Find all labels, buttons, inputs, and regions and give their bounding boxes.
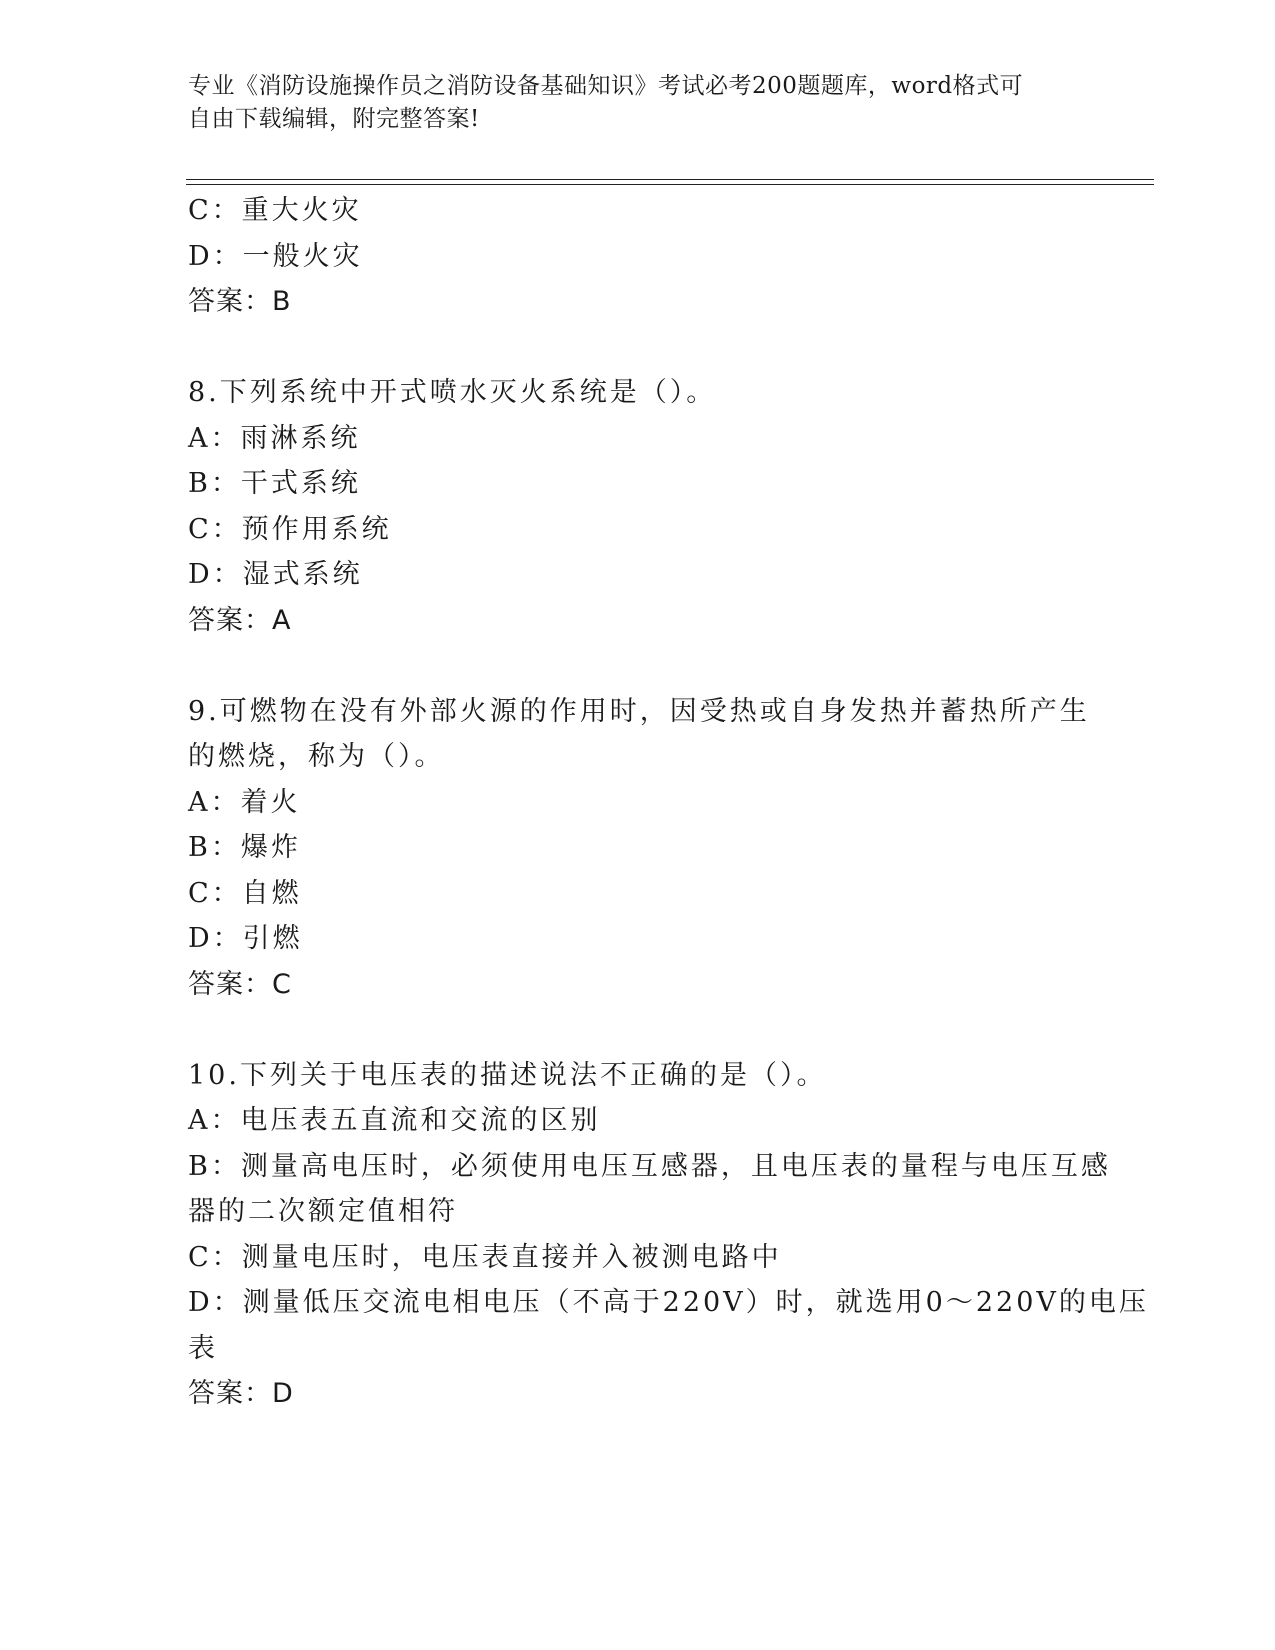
q7-answer: 答案：B — [188, 286, 292, 317]
q10-option-d-line-2: 表 — [188, 1332, 218, 1364]
q10-answer: 答案：D — [188, 1378, 294, 1409]
q8-answer: 答案：A — [188, 604, 292, 636]
q7-option-d: D：一般火灾 — [188, 240, 363, 272]
q9-question-line-2: 的燃烧，称为（）。 — [188, 741, 445, 772]
q8-option-b: B：干式系统 — [188, 468, 361, 499]
q10-option-d-line-1: D：测量低压交流电相电压（不高于220V）时，就选用0～220V的电压 — [188, 1287, 1149, 1318]
question-list — [188, 188, 1149, 1417]
question-8 — [188, 370, 1088, 643]
q8-option-a: A：雨淋系统 — [188, 422, 361, 454]
q9-option-c: C：自燃 — [188, 877, 302, 909]
spacer — [188, 325, 1088, 371]
q8-question: 8.下列系统中开式喷水灭火系统是（）。 — [188, 377, 717, 408]
spacer — [188, 643, 1088, 689]
q10-option-a: A：电压表五直流和交流的区别 — [188, 1105, 601, 1136]
q8-option-d: D：湿式系统 — [188, 559, 363, 590]
q9-option-d: D：引燃 — [188, 923, 303, 954]
question-9 — [188, 689, 1088, 1008]
document-header — [188, 70, 1088, 136]
spacer — [188, 1007, 1088, 1053]
header-line-2: 自由下载编辑，附完整答案! — [188, 106, 480, 132]
header-divider-top — [186, 179, 1154, 180]
header-line-1: 专业《消防设施操作员之消防设备基础知识》考试必考200题题库，word格式可 — [188, 73, 1024, 99]
q10-option-c: C：测量电压时，电压表直接并入被测电路中 — [188, 1241, 782, 1273]
q10-question: 10.下列关于电压表的描述说法不正确的是（）。 — [188, 1059, 827, 1091]
q7-option-c: C：重大火灾 — [188, 195, 362, 226]
q8-option-c: C：预作用系统 — [188, 513, 392, 545]
question-10 — [188, 1053, 1149, 1417]
q10-option-b-line-2: 器的二次额定值相符 — [188, 1196, 458, 1227]
q9-question-line-1: 9.可燃物在没有外部火源的作用时，因受热或自身发热并蓄热所产生 — [188, 695, 1090, 727]
q9-option-b: B：爆炸 — [188, 832, 301, 863]
header-divider-bottom — [186, 184, 1154, 185]
q10-option-b-line-1: B：测量高电压时，必须使用电压互感器，且电压表的量程与电压互感 — [188, 1150, 1111, 1182]
question-7-continued — [188, 188, 1088, 325]
q9-answer: 答案：C — [188, 968, 292, 1000]
q9-option-a: A：着火 — [188, 786, 301, 818]
